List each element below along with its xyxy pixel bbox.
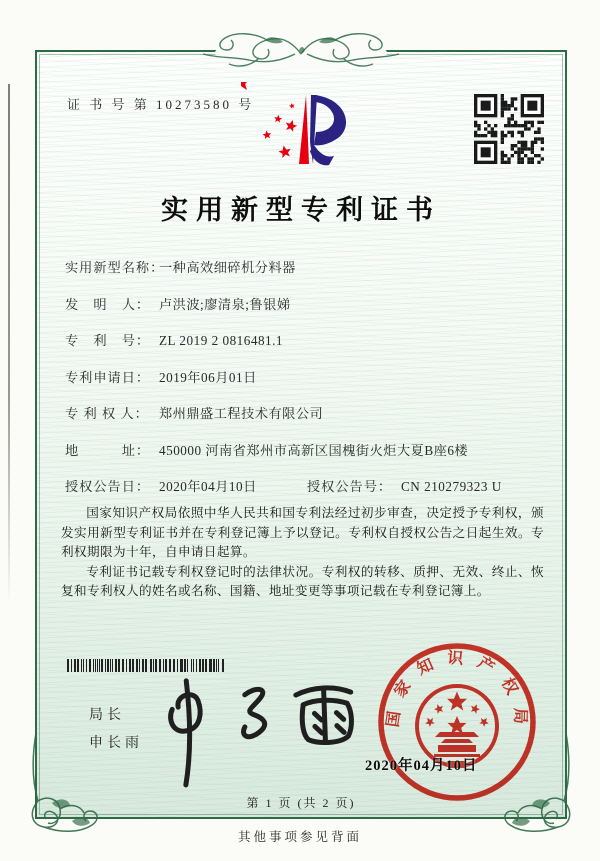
issuer-name: 申长雨 [89,736,143,751]
grant-date-stamp: 2020年04月10日 [365,758,478,774]
field-list [65,260,545,495]
certificate-title: 实用新型专利证书 [161,195,441,225]
grant-date-label: 授权公告日： [65,479,151,494]
field-label: 专利申请日： [65,369,151,385]
issuer-block [89,702,143,758]
cnipa-logo-icon [241,82,361,184]
field-label: 专 利 权 人： [65,406,149,421]
field-value: 2019年06月01日 [159,369,257,385]
field-value: 450000 河南省郑州市高新区国槐街火炬大夏B座6楼 [159,442,469,458]
grant-date-value: 2020年04月10日 [159,479,257,494]
certificate-number: 证 书 号 第 10273580 号 [67,97,255,112]
field-row-patent-number [65,333,545,349]
grant-number-label: 授权公告号： [307,479,393,494]
field-row-filing-date [65,370,545,386]
back-note: 其他事项参见背面 [237,830,362,844]
page-number: 第 1 页 (共 2 页) [246,796,356,810]
floral-ornament-top-icon [193,28,409,78]
field-label: 专 利 号： [65,333,151,348]
legal-paragraph-2: 专利证书记载专利权登记时的法律状况。专利权的转移、质押、无效、终止、恢复和专利权人的姓名或名称、国籍、地址变更等事项记载在专利登记簿上。 [61,564,544,599]
director-signature-icon [149,670,394,790]
legal-paragraph-1: 国家知识产权局依照中华人民共和国专利法经过初步审查，决定授予专利权，颁发实用新型专利证书并在专利登记簿上予以登记。专利权自授权公告之日起生效。专利权期限为十年，自申请日起算。 [61,506,544,560]
field-row-name [65,260,545,276]
field-value: ZL 2019 2 0816481.1 [159,333,284,348]
field-label: 地 址： [65,442,151,458]
scan-edge-artifact [8,84,10,604]
field-row-grant [65,479,545,495]
field-label: 发 明 人： [65,296,151,312]
field-label: 实用新型名称： [65,260,165,275]
field-value: 一种高效细碎机分料器 [159,260,296,275]
certificate-border [35,50,567,819]
field-value: 郑州鼎盛工程技术有限公司 [159,406,324,421]
national-emblem-seal-icon [373,638,541,806]
field-row-address [65,443,545,459]
seal-ring-text: 国家知识产权局 [384,649,529,738]
qr-code-icon [474,94,544,164]
field-row-inventors [65,297,545,313]
issuer-title: 局长 [89,708,125,723]
field-value: 卢洪波;廖清泉;鲁银娣 [159,296,291,312]
legal-text [61,504,544,602]
field-row-patentee [65,406,545,422]
grant-number-value: CN 210279323 U [401,479,502,494]
